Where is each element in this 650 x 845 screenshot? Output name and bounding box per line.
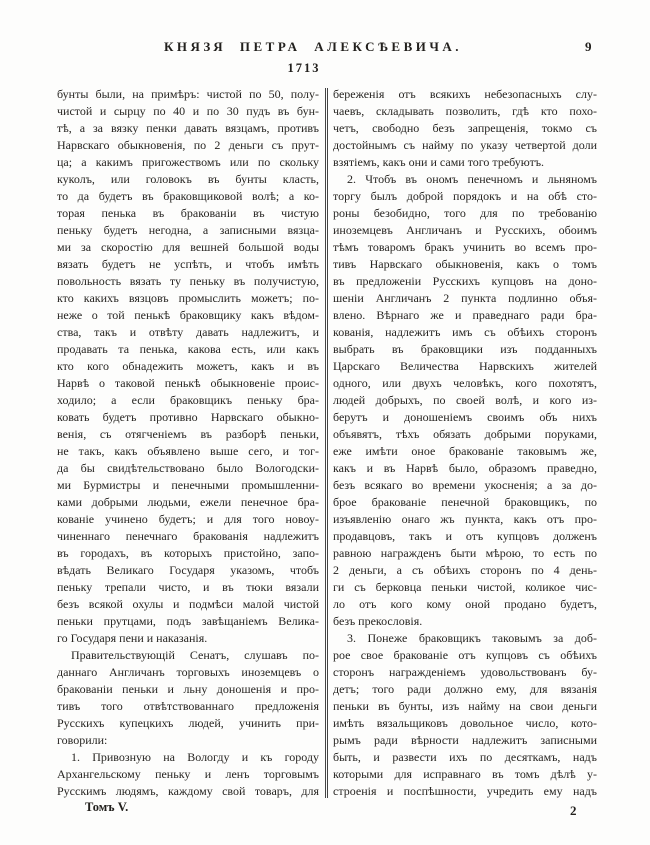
text-line: имѣть вязальщиковъ довольное число, кото- <box>333 716 597 730</box>
text-line: тивъ Нарвскаго обыкновенія, какъ о томъ <box>333 257 597 271</box>
text-line: торгу былъ доброй порядокъ и на обѣ сто- <box>333 189 597 203</box>
text-line: Архангельскому пеньку и ленъ торговымъ <box>57 767 319 781</box>
text-line: еже имѣти оное бракованіе таковымъ же, <box>333 444 597 458</box>
text-line: торая пенька въ бракованіи въ чистую <box>57 206 319 220</box>
text-line: влено. Вѣрнаго же и праведнаго ради бра- <box>333 308 597 322</box>
text-line: неже о той пенькѣ браковщику какъ вѣдом- <box>57 308 319 322</box>
text-line: бунты были, на примѣръ: чистой по 50, полу- <box>57 87 319 101</box>
text-line: Нарвѣ о таковой пенькѣ обыкновеніе проис- <box>57 376 319 390</box>
text-line: го Государя пени и наказанія. <box>57 631 208 645</box>
volume-label: Томъ V. <box>85 800 129 814</box>
text-line: взятіемъ, какъ они и сами того требуютъ. <box>333 155 545 169</box>
text-line: чаевъ, складывать позволить, гдѣ кто похо- <box>333 104 597 118</box>
signature-mark: 2 <box>570 803 577 818</box>
text-line: Русскихъ купецкихъ людей, учинить при- <box>57 716 319 730</box>
text-line: ходило; а если браковщикъ пеньку бра- <box>57 393 319 407</box>
text-line: куколъ, или головокъ въ бунты класть, <box>57 172 319 186</box>
running-title: КНЯЗЯ ПЕТРА АЛЕКСѢЕВИЧА. <box>163 39 463 54</box>
text-line: иноземцевъ Англичанъ и Русскихъ, обоимъ <box>333 223 597 237</box>
text-line: безъ всякаго во времени укосненія; а за до- <box>333 478 597 492</box>
text-line: изъявленію онаго жъ пункта, какъ отъ про- <box>333 512 597 526</box>
text-line: выбрать въ браковщики изъ подданныхъ <box>333 342 597 356</box>
text-line: чиненнаго пенечнаго бракованія надлежитъ <box>57 529 319 543</box>
right-column <box>333 86 597 802</box>
text-line: кованіе учинено будетъ; и для того новоу- <box>57 512 319 526</box>
text-line: тѣ, а за вязку пенки давать вязцамъ, противъ <box>57 121 319 135</box>
text-line: детъ; того ради должно ему, для вязанія <box>333 682 597 696</box>
text-line: строенія и поспѣшности, учредить ему надъ <box>333 784 597 798</box>
text-line: роны безобидно, того для по требованію <box>333 206 597 220</box>
text-line: не такъ, какъ объявлено выше сего, и тог- <box>57 444 319 458</box>
text-line: одного, или двухъ человѣкъ, кого похотятъ, <box>333 376 597 390</box>
text-line: достойнымъ съ найму по указу четвертой доли <box>333 138 597 152</box>
text-line: Правительствующій Сенатъ, слушавъ по- <box>71 648 319 662</box>
text-line: 1. Привозную на Вологду и къ городу <box>71 750 319 764</box>
text-line: шеніи Англичанъ 2 пункта подлинно объя- <box>333 291 597 305</box>
text-line: повольность вязать ту пеньку въ получистую, <box>57 274 319 288</box>
text-line: равною награжденъ быти мѣрою, то есть по <box>333 546 597 560</box>
text-line: чистой и сырцу по 40 и по 30 пудъ въ бун- <box>57 104 319 118</box>
text-line: пеньки въ бунты, изъ найму на свои деньги <box>333 699 597 713</box>
text-line: вѣдать Великаго Государя указомъ, чтобъ <box>57 563 319 577</box>
text-columns <box>57 86 597 802</box>
left-column <box>57 86 319 802</box>
column-divider <box>325 88 328 798</box>
text-line: продавцовъ, такъ и отъ купцовъ долженъ <box>333 529 597 543</box>
text-line: Царскаго Величества Нарвскихъ жителей <box>333 359 597 373</box>
text-line: быть, и развести ихъ по десяткамъ, надъ <box>333 750 597 764</box>
text-line: пеньку будетъ негодна, а записными вязца- <box>57 223 319 237</box>
text-line: ги съ берковца пеньки чистой, коликое чис- <box>333 580 597 594</box>
text-line: ками добрыми людьми, ежели пенечное бра- <box>57 495 319 509</box>
text-line: 3. Понеже браковщикъ таковымъ за доб- <box>347 631 597 645</box>
text-line: кто кого обнадежить можетъ, какъ и въ <box>57 359 319 373</box>
text-line: какъ и въ Нарвѣ было, образомъ праведно, <box>333 461 597 475</box>
text-line: берутъ и доношеніемъ своимъ объ нихъ <box>333 410 597 424</box>
text-line: бракованіи пеньки и льну доношенія и про- <box>57 682 319 696</box>
text-line: говорили: <box>57 733 108 747</box>
page-number: 9 <box>585 39 592 54</box>
text-line: ми Бурмистры и пенечными промышленни- <box>57 478 319 492</box>
text-line: которыми для исправнаго въ томъ дѣлѣ у- <box>333 767 597 781</box>
text-line: тивъ того отвѣтствованнаго предложенія <box>57 699 319 713</box>
text-line: ло отъ кого кому оной продано будетъ, <box>333 597 597 611</box>
text-line: тѣмъ товаромъ бракъ учинить во всемъ про- <box>333 240 597 254</box>
text-line: сторонъ награжденіемъ удовольствованъ бу- <box>333 665 597 679</box>
text-line: безъ всякой охулы и подмѣси малой чистой <box>57 597 319 611</box>
text-line: вязать будетъ не успѣть, и чтобъ имѣть <box>57 257 319 271</box>
text-line: венія, съ отягченіемъ въ разборѣ пеньки, <box>57 427 319 441</box>
text-line: кованія, надлежитъ имъ съ обѣихъ сторонъ <box>333 325 597 339</box>
text-line: въ предложеніи Русскихъ купцовъ на доно- <box>333 274 597 288</box>
text-line: ца; а какимъ пригожествомъ или по скольку <box>57 155 319 169</box>
text-line: кто какихъ вязцовъ промыслить можетъ; по- <box>57 291 319 305</box>
text-line: продавать та пенька, какова есть, или какъ <box>57 342 319 356</box>
text-line: рымъ ради вѣрности надлежитъ записными <box>333 733 597 747</box>
text-line: 2 деньги, а съ обѣихъ сторонъ по 4 день- <box>333 563 597 577</box>
text-line: 2. Чтобъ въ ономъ пенечномъ и льняномъ <box>347 172 597 186</box>
text-line: ми за скоростію для вешней большой воды <box>57 240 319 254</box>
text-line: людей добрыхъ, по своей волѣ, и кого из- <box>333 393 597 407</box>
text-line: пеньки прутцами, подъ завѣщаніемъ Велика- <box>57 614 319 628</box>
text-line: то да будетъ въ браковщиковой волѣ; а ко- <box>57 189 319 203</box>
text-line: береженія отъ всякихъ небезопасныхъ слу- <box>333 87 597 101</box>
text-line: объявятъ, тѣхъ обязать добрыми поруками, <box>333 427 597 441</box>
text-line: Русскимъ людямъ, каждому свой товаръ, для <box>57 784 319 798</box>
text-line: рое свое бракованіе отъ купцовъ съ обѣихъ <box>333 648 597 662</box>
text-line: четъ, свободно безъ запрещенія, токмо съ <box>333 121 597 135</box>
year-heading: 1713 <box>287 61 321 75</box>
text-line: Нарвскаго обыкновенія, по 2 деньги съ прут- <box>57 138 319 152</box>
text-line: брое бракованіе пенечной браковщикъ, по <box>333 495 597 509</box>
text-line: ковать будетъ противно Нарвскаго обыкно- <box>57 410 319 424</box>
text-line: да бы свидѣтельствовано было Вологодски- <box>57 461 319 475</box>
text-line: даннаго Англичанъ торговыхъ иноземцевъ о <box>57 665 319 679</box>
text-line: безъ прекословія. <box>333 614 423 628</box>
text-line: ства, такъ и отвѣту давать надлежитъ, и <box>57 325 319 339</box>
text-line: въ городахъ, въ которыхъ пристойно, запо- <box>57 546 319 560</box>
text-line: пеньку трепали чисто, и въ тюки вязали <box>57 580 319 594</box>
